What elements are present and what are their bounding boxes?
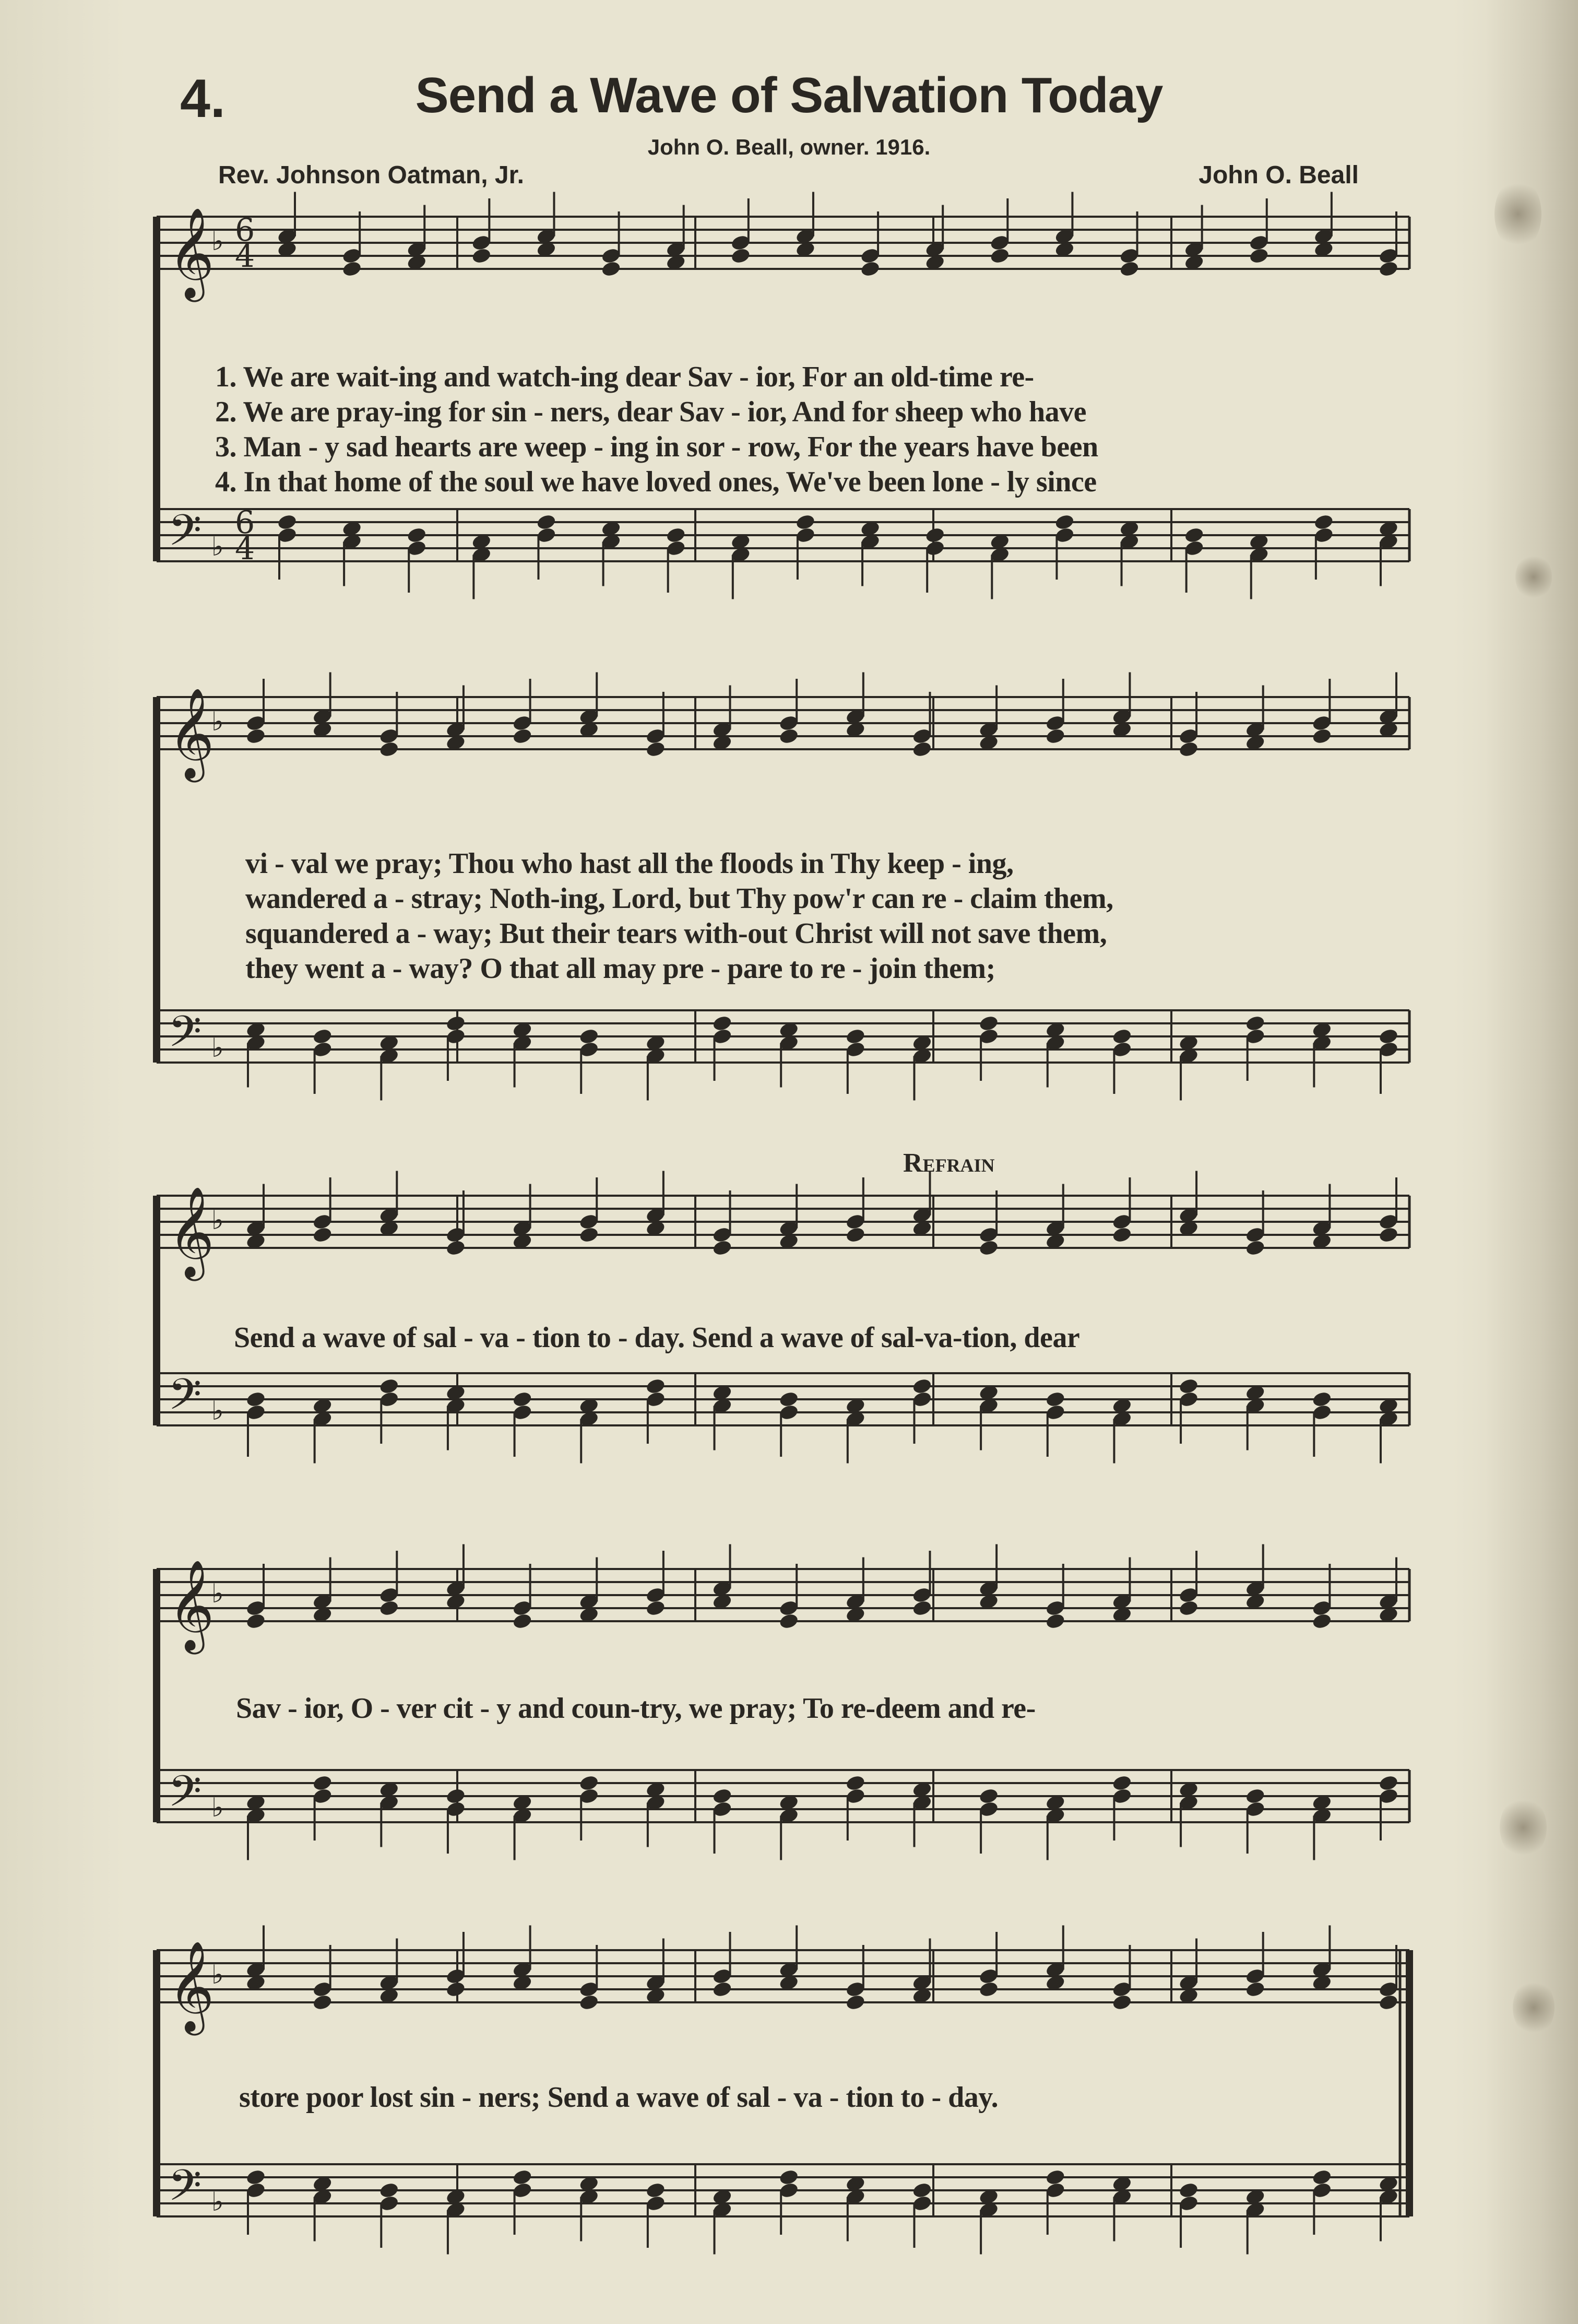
- verse-3-line-2: squandered a - way; But their tears with-out Christ will not save them,: [245, 917, 1107, 950]
- verse-2-line-1: 2. We are pray-ing for sin - ners, dear Sav - ior, And for sheep who have: [215, 396, 1087, 428]
- note-head: [1111, 1226, 1132, 1244]
- note-head: [845, 1993, 866, 2011]
- page-wear-mark: [1494, 178, 1541, 251]
- note-head: [645, 1377, 666, 1395]
- note-head: [1111, 1028, 1132, 1045]
- page-wear-mark: [1515, 553, 1552, 600]
- treble-clef: 𝄞: [168, 688, 215, 778]
- note-head: [1184, 526, 1205, 544]
- time-signature-top: 6: [235, 504, 255, 541]
- note-head: [512, 1390, 533, 1408]
- note-head: [911, 1377, 932, 1395]
- verse-1-line-1: 1. We are wait-ing and watch-ing dear Sav - ior, For an old-time re-: [215, 361, 1034, 393]
- verse-3-line-1: 3. Man - y sad hearts are weep - ing in sor - row, For the years have been: [215, 431, 1098, 463]
- note-head: [1311, 727, 1332, 745]
- key-signature-flat: ♭: [211, 1396, 224, 1426]
- note-head: [1045, 2168, 1066, 2186]
- note-head: [845, 1028, 866, 1045]
- key-signature-flat: ♭: [211, 1960, 224, 1990]
- note-head: [1378, 1774, 1399, 1792]
- note-head: [778, 1390, 799, 1408]
- key-signature-flat: ♭: [211, 1033, 224, 1063]
- note-head: [1311, 1390, 1332, 1408]
- note-head: [245, 1612, 266, 1630]
- verse-4-line-2: they went a - way? O that all may pre - pare to re - join them;: [245, 952, 995, 985]
- note-head: [512, 1612, 533, 1630]
- note-head: [312, 1028, 333, 1045]
- key-signature-flat: ♭: [211, 2187, 224, 2217]
- note-head: [795, 513, 816, 531]
- note-head: [245, 727, 266, 745]
- note-head: [1054, 513, 1075, 531]
- key-signature-flat: ♭: [211, 1205, 224, 1235]
- key-signature-flat: ♭: [211, 1792, 224, 1823]
- note-head: [845, 1774, 866, 1792]
- refrain-line-1: Send a wave of sal - va - tion to - day. Send a wave of sal-va-tion, dear: [234, 1322, 1080, 1354]
- note-head: [989, 247, 1010, 265]
- page-wear-mark: [1500, 1796, 1547, 1859]
- note-head: [1119, 260, 1140, 278]
- note-head: [245, 1390, 266, 1408]
- note-head: [978, 1980, 999, 1998]
- note-head: [1378, 260, 1399, 278]
- note-head: [245, 2168, 266, 2186]
- note-head: [1178, 740, 1199, 758]
- note-head: [341, 260, 362, 278]
- note-head: [312, 1226, 333, 1244]
- refrain-line-3: store poor lost sin - ners; Send a wave of sal - va - tion to - day.: [239, 2081, 999, 2114]
- note-head: [378, 1377, 399, 1395]
- note-head: [378, 2181, 399, 2199]
- note-head: [711, 1787, 732, 1805]
- bass-clef: 𝄢: [168, 2160, 202, 2221]
- note-head: [1245, 1239, 1266, 1257]
- treble-clef: 𝄞: [168, 1560, 215, 1650]
- verse-1-line-2: vi - val we pray; Thou who hast all the floods in Thy keep - ing,: [245, 847, 1014, 880]
- note-head: [445, 1014, 466, 1032]
- page-wear-mark: [1513, 1979, 1555, 2036]
- note-head: [1045, 727, 1066, 745]
- note-head: [406, 526, 427, 544]
- note-head: [378, 1599, 399, 1617]
- note-head: [1245, 1980, 1266, 1998]
- copyright-line: John O. Beall, owner. 1916.: [647, 135, 931, 159]
- note-head: [978, 1787, 999, 1805]
- note-head: [1178, 1377, 1199, 1395]
- bass-clef: 𝄢: [168, 505, 202, 566]
- note-head: [1313, 513, 1334, 531]
- note-head: [911, 1599, 932, 1617]
- note-head: [312, 1993, 333, 2011]
- hymn-number: 4.: [180, 68, 226, 129]
- note-head: [730, 247, 751, 265]
- composer-credit: John O. Beall: [1199, 161, 1359, 189]
- note-head: [578, 1774, 599, 1792]
- note-head: [445, 1787, 466, 1805]
- note-head: [711, 1239, 732, 1257]
- note-head: [512, 2168, 533, 2186]
- note-head: [1245, 1787, 1266, 1805]
- note-head: [845, 1226, 866, 1244]
- note-head: [1378, 1028, 1399, 1045]
- note-head: [1178, 1599, 1199, 1617]
- note-head: [578, 1226, 599, 1244]
- key-signature-flat: ♭: [211, 532, 224, 562]
- note-head: [1378, 1993, 1399, 2011]
- refrain-label: Refrain: [903, 1148, 995, 1178]
- treble-clef: 𝄞: [168, 1941, 215, 2032]
- treble-clef: 𝄞: [168, 1186, 215, 1277]
- time-signature-top: 6: [235, 212, 255, 249]
- note-head: [277, 513, 298, 531]
- note-head: [578, 1993, 599, 2011]
- note-head: [645, 1599, 666, 1617]
- note-head: [1178, 2181, 1199, 2199]
- note-head: [445, 1239, 466, 1257]
- time-signature-bottom: 4: [235, 238, 255, 275]
- note-head: [666, 526, 686, 544]
- note-head: [1045, 1612, 1066, 1630]
- lyricist-credit: Rev. Johnson Oatman, Jr.: [218, 161, 524, 189]
- key-signature-flat: ♭: [211, 706, 224, 737]
- refrain-line-2: Sav - ior, O - ver cit - y and coun-try, we pray; To re-deem and re-: [236, 1692, 1036, 1725]
- note-head: [911, 2181, 932, 2199]
- hymn-title: Send a Wave of Salvation Today: [415, 67, 1163, 123]
- bass-clef: 𝄢: [168, 1766, 202, 1827]
- note-head: [312, 1774, 333, 1792]
- note-head: [1311, 1612, 1332, 1630]
- note-head: [512, 727, 533, 745]
- note-head: [645, 740, 666, 758]
- staff-lines: [157, 217, 1409, 2216]
- note-head: [1045, 1390, 1066, 1408]
- note-head: [778, 1612, 799, 1630]
- note-head: [711, 1980, 732, 1998]
- note-head: [578, 1028, 599, 1045]
- bass-clef: 𝄢: [168, 1006, 202, 1067]
- note-head: [860, 260, 881, 278]
- key-signature-flat: ♭: [211, 1578, 224, 1609]
- note-heads: [245, 192, 1399, 2255]
- note-head: [445, 1980, 466, 1998]
- note-head: [778, 2168, 799, 2186]
- note-head: [778, 727, 799, 745]
- bass-clef: 𝄢: [168, 1369, 202, 1430]
- note-head: [924, 526, 945, 544]
- note-head: [978, 1014, 999, 1032]
- note-head: [1111, 1993, 1132, 2011]
- note-head: [645, 2181, 666, 2199]
- note-head: [1378, 1226, 1399, 1244]
- note-head: [601, 260, 622, 278]
- key-signature-flat: ♭: [211, 226, 224, 256]
- note-head: [471, 247, 492, 265]
- time-signature-bottom: 4: [235, 530, 255, 567]
- note-head: [1311, 2168, 1332, 2186]
- verse-4-line-1: 4. In that home of the soul we have loved ones, We've been lone - ly since: [215, 466, 1097, 498]
- note-head: [711, 1014, 732, 1032]
- note-head: [536, 513, 556, 531]
- note-head: [978, 1239, 999, 1257]
- treble-clef: 𝄞: [168, 207, 215, 298]
- verse-2-line-2: wandered a - stray; Noth-ing, Lord, but Thy pow'r can re - claim them,: [245, 882, 1113, 915]
- note-head: [378, 740, 399, 758]
- note-head: [1111, 1774, 1132, 1792]
- note-head: [1249, 247, 1269, 265]
- note-head: [1245, 1014, 1266, 1032]
- note-head: [911, 740, 932, 758]
